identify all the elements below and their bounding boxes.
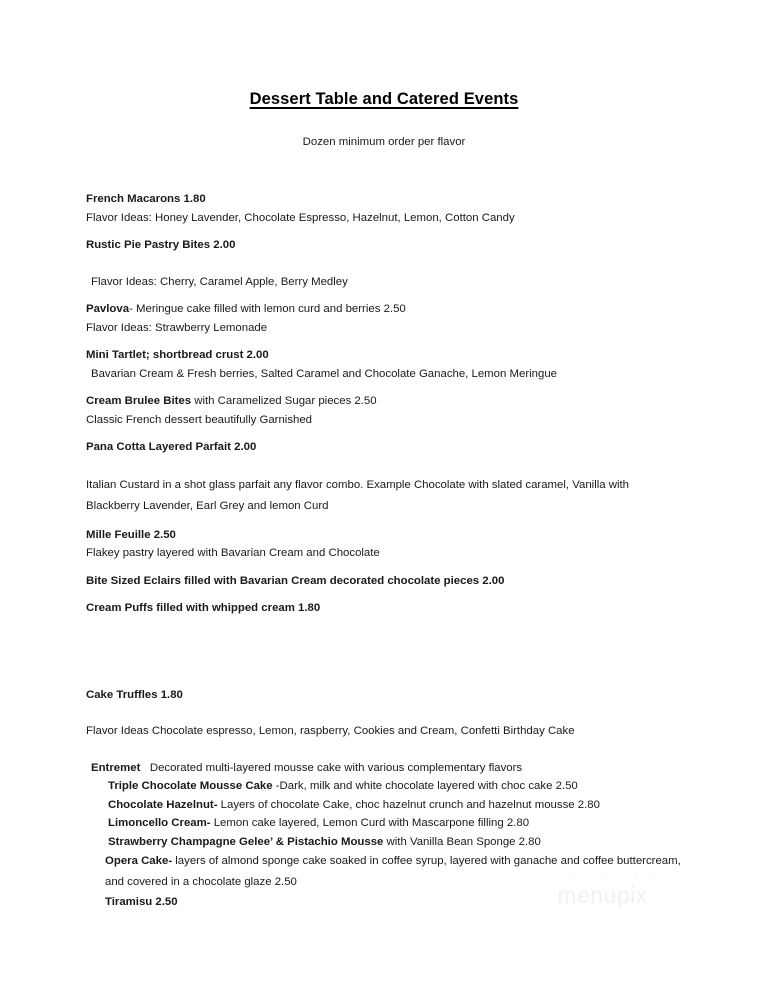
watermark-brand-name: menupix <box>557 882 648 908</box>
spacer <box>86 227 686 236</box>
entremet-variety-description: -Dark, milk and white chocolate layered with choc cake 2.50 <box>272 780 578 792</box>
watermark-tagline: your guide to dining out <box>548 868 657 878</box>
menu-item-description-rustic-pie-pastry-bites: Flavor Ideas: Cherry, Caramel Apple, Berry Medley <box>91 275 348 288</box>
menu-item-heading-french-macarons: French Macarons 1.80 <box>86 193 206 205</box>
entremet-variety-opera-cake <box>86 851 685 893</box>
entremet-variety-name: Chocolate Hazelnut- <box>108 798 218 811</box>
menu-item-heading-pana-cotta-layered-parfait: Pana Cotta Layered Parfait 2.00 <box>86 441 257 453</box>
spacer <box>86 741 686 759</box>
entremet-variety-limoncello-cream <box>86 814 686 833</box>
entremet-variety-strawberry-champagne-gelee-pistachio-mousse <box>86 833 686 852</box>
entremet-name: Entremet <box>91 761 141 774</box>
spacer <box>86 563 686 572</box>
page-subtitle: Dozen minimum order per flavor <box>302 136 466 148</box>
entremet-variety-description: layers of almond sponge cake soaked in coffee syrup, layered with ganache and coffee buttercream, and covered in a chocolate glaze 2.50 <box>105 855 681 888</box>
entremet-variety-description: Layers of chocolate Cake, choc hazelnut crunch and hazelnut mousse 2.80 <box>217 798 600 811</box>
entremet-description-text: Decorated multi-layered mousse cake with various complementary flavors <box>149 761 523 774</box>
menu-item-name-cream-brulee-bites: Cream Brulee Bites <box>86 395 192 407</box>
menu-item-description-mille-feuille: Flakey pastry layered with Bavarian Cream and Chocolate <box>86 547 380 559</box>
menu-item-description-cake-truffles: Flavor Ideas Chocolate espresso, Lemon, raspberry, Cookies and Cream, Confetti Birthday Cake <box>86 725 575 737</box>
menu-item-heading-pavlova <box>86 300 686 319</box>
page-title <box>0 90 768 109</box>
menu-item-heading-rustic-pie-pastry-bites: Rustic Pie Pastry Bites 2.00 <box>86 239 236 251</box>
entremet-description <box>140 762 150 774</box>
menu-item-heading-rest-cream-brulee-bites: with Caramelized Sugar pieces 2.50 <box>191 395 377 407</box>
menu-item-heading-cake-truffles: Cake Truffles 1.80 <box>86 688 183 701</box>
spacer <box>86 291 686 300</box>
menu-item-heading-mini-tartlet: Mini Tartlet; shortbread crust 2.00 <box>86 349 269 361</box>
menu-item-name-pavlova: Pavlova <box>86 303 130 315</box>
menu-item-heading-rest-pavlova: - Meringue cake filled with lemon curd and berries 2.50 <box>129 303 406 315</box>
spacer <box>86 429 686 438</box>
page-title-text: Dessert Table and Catered Events <box>249 90 519 108</box>
section-spacer <box>86 618 686 686</box>
spacer <box>86 517 686 526</box>
entremet-variety-name: Opera Cake- <box>105 855 173 867</box>
menu-item-heading-cream-puffs: Cream Puffs filled with whipped cream 1.80 <box>86 602 321 614</box>
spacer <box>86 383 686 392</box>
spacer <box>86 337 686 346</box>
menu-item-description-pavlova: Flavor Ideas: Strawberry Lemonade <box>86 321 268 334</box>
entremet-variety-name: Triple Chocolate Mousse Cake <box>108 780 273 792</box>
entremet-variety-triple-chocolate-mousse-cake <box>86 777 686 796</box>
menu-item-description-french-macarons: Flavor Ideas: Honey Lavender, Chocolate Espresso, Hazelnut, Lemon, Cotton Candy <box>86 211 515 224</box>
entremet-variety-description: Lemon cake layered, Lemon Curd with Mascarpone filling 2.80 <box>210 817 530 829</box>
menu-item-description-cream-brulee-bites: Classic French dessert beautifully Garnished <box>86 413 313 426</box>
spacer <box>86 704 686 722</box>
entremet-variety-description: with Vanilla Bean Sponge 2.80 <box>383 835 541 848</box>
menu-body <box>86 190 686 912</box>
menu-item-heading-cream-brulee-bites <box>86 392 686 411</box>
spacer <box>86 457 686 475</box>
menu-item-heading-mille-feuille: Mille Feuille 2.50 <box>86 528 176 541</box>
entremet-heading <box>86 759 686 778</box>
menu-item-heading-bite-sized-eclairs: Bite Sized Eclairs filled with Bavarian Cream decorated chocolate pieces 2.00 <box>86 574 505 587</box>
menu-item-description-pana-cotta-layered-parfait: Italian Custard in a shot glass parfait any flavor combo. Example Chocolate with slated caramel, Vanilla with Blackberry Lavender, Earl Grey and lemon Curd <box>86 478 630 512</box>
entremet-variety-name: Strawberry Champagne Gelee’ & Pistachio Mousse <box>108 835 384 848</box>
spacer <box>86 255 686 273</box>
entremet-variety-tiramisu: Tiramisu 2.50 <box>105 896 178 908</box>
entremet-variety-name: Limoncello Cream- <box>108 817 211 829</box>
spacer <box>86 590 686 599</box>
menu-item-description-mini-tartlet: Bavarian Cream & Fresh berries, Salted Caramel and Chocolate Ganache, Lemon Meringue <box>91 367 557 380</box>
entremet-variety-chocolate-hazelnut <box>86 796 686 815</box>
